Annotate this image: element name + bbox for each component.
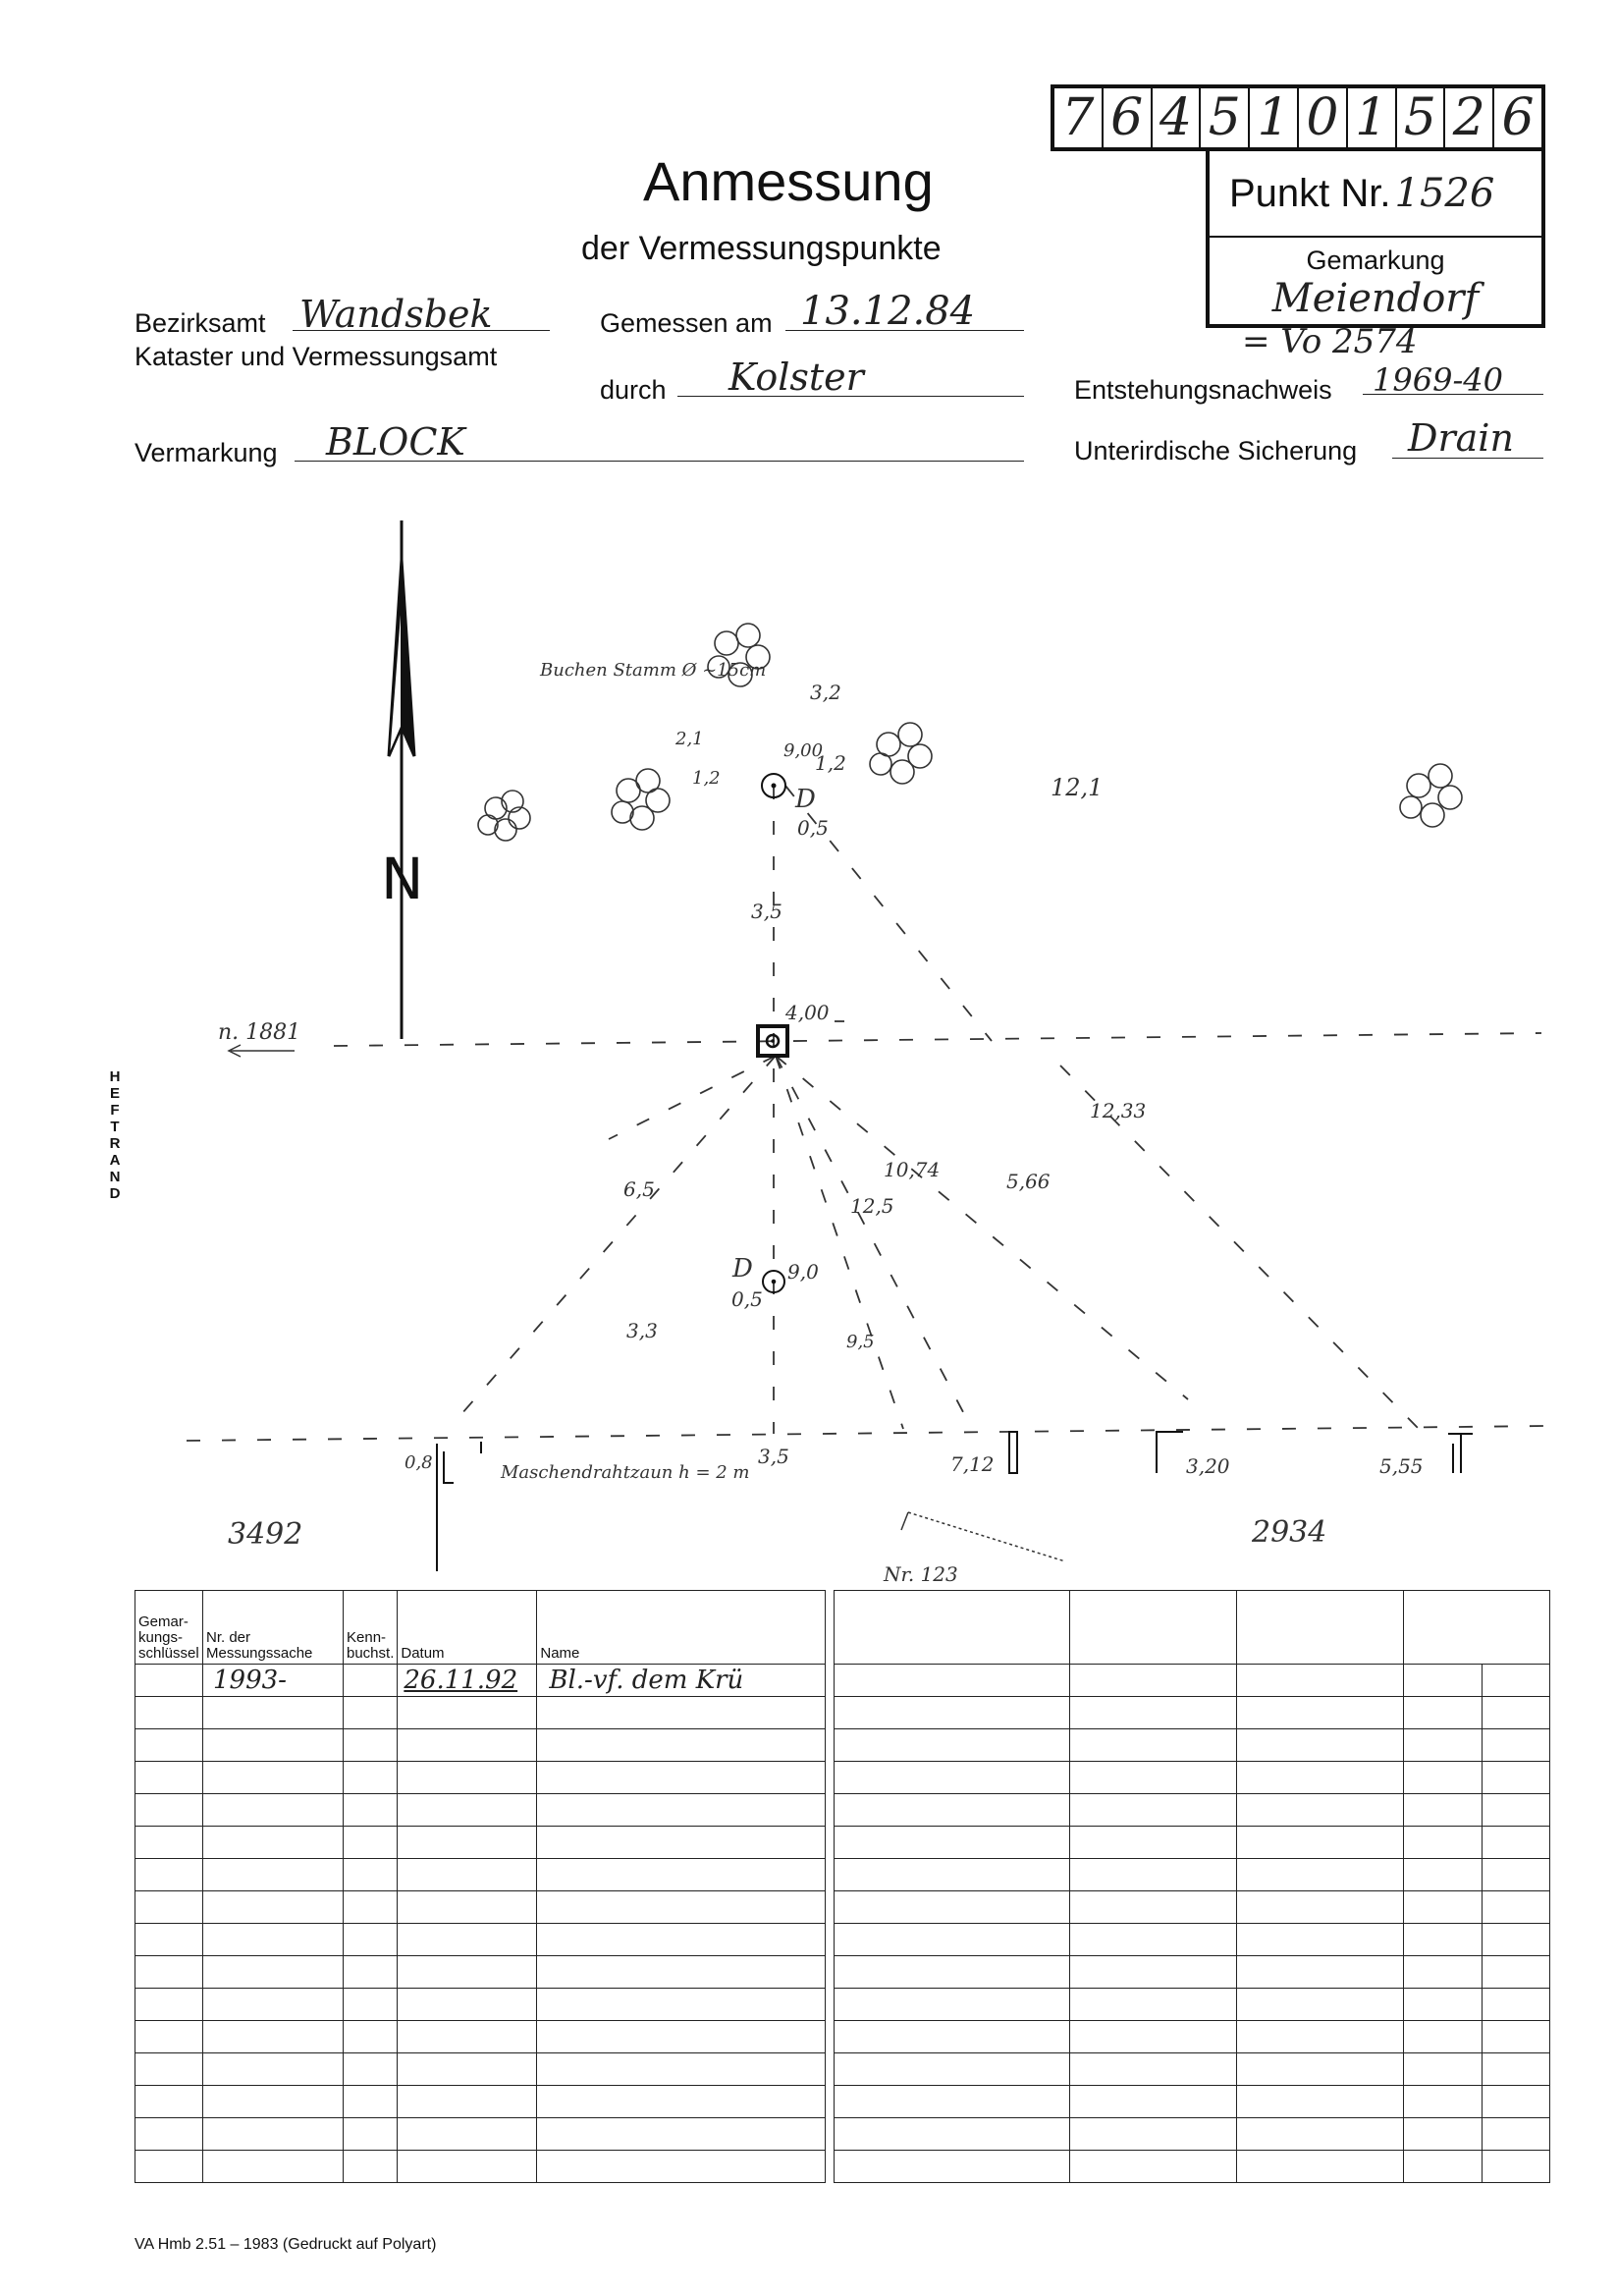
sketch-label: 0,5 xyxy=(797,816,829,840)
heftrand-letter: T xyxy=(110,1119,120,1135)
table-row xyxy=(135,1956,826,1989)
table-row xyxy=(135,1989,826,2021)
table-row xyxy=(135,1665,826,1697)
table-cell xyxy=(835,1697,1070,1729)
table-header-cell xyxy=(1404,1591,1550,1665)
table-cell xyxy=(835,2118,1070,2151)
table-cell xyxy=(203,1859,344,1891)
table-cell xyxy=(135,2151,203,2183)
sicherung-value: Drain xyxy=(1408,416,1514,460)
table-cell xyxy=(537,1827,826,1859)
table-cell xyxy=(537,2021,826,2053)
sketch-label: 1,2 xyxy=(692,768,721,789)
sketch-label: 4,00 xyxy=(785,1001,830,1024)
table-cell xyxy=(1237,1697,1404,1729)
gemarkung-note: = Vo 2574 xyxy=(1242,322,1418,361)
table-cell xyxy=(1237,1924,1404,1956)
table-cell xyxy=(1404,1729,1483,1762)
table-row xyxy=(135,2151,826,2183)
sketch-label: 12,5 xyxy=(850,1194,894,1218)
sketch-label: 2,1 xyxy=(675,729,704,749)
durch-value: Kolster xyxy=(728,355,864,399)
table-cell xyxy=(398,1794,537,1827)
sketch-label: 0,8 xyxy=(404,1452,433,1473)
table-cell xyxy=(203,1827,344,1859)
heftrand-letter: H xyxy=(109,1068,121,1085)
form-footer: VA Hmb 2.51 – 1983 (Gedruckt auf Polyart) xyxy=(135,2236,437,2253)
table-cell xyxy=(344,1989,398,2021)
table-row xyxy=(135,2053,826,2086)
id-digit: 4 xyxy=(1153,88,1202,147)
punkt-label: Punkt Nr. xyxy=(1229,171,1391,215)
table-row xyxy=(835,1762,1550,1794)
table-cell xyxy=(1404,1891,1483,1924)
table-row xyxy=(835,1794,1550,1827)
table-header-cell xyxy=(1070,1591,1237,1665)
table-cell xyxy=(1237,2021,1404,2053)
id-digit: 6 xyxy=(1501,88,1535,147)
table-cell xyxy=(203,2021,344,2053)
table-cell xyxy=(1483,2086,1550,2118)
heftrand-letter: E xyxy=(109,1085,120,1102)
table-cell xyxy=(537,1794,826,1827)
id-digit: 7 xyxy=(1054,88,1104,147)
table-cell xyxy=(537,1924,826,1956)
table-header-cell xyxy=(1237,1591,1404,1665)
table-row xyxy=(135,1891,826,1924)
table-cell xyxy=(203,1697,344,1729)
table-row xyxy=(835,1989,1550,2021)
table-cell xyxy=(1483,2053,1550,2086)
table-cell xyxy=(1404,1827,1483,1859)
table-row xyxy=(835,1891,1550,1924)
table-cell xyxy=(835,1956,1070,1989)
cell-kenn xyxy=(344,1665,398,1697)
table-cell xyxy=(1070,2021,1237,2053)
gemessen-value: 13.12.84 xyxy=(800,289,976,334)
table-cell xyxy=(835,2053,1070,2086)
table-cell xyxy=(1404,2151,1483,2183)
table-cell xyxy=(1483,1729,1550,1762)
table-cell xyxy=(344,1697,398,1729)
table-row xyxy=(135,1794,826,1827)
vermarkung-value: BLOCK xyxy=(326,420,465,464)
sketch-label: 3492 xyxy=(228,1517,303,1552)
heftrand-letter: N xyxy=(109,1169,121,1185)
entstehung-value: 1969-40 xyxy=(1373,361,1503,399)
north-arrow-icon xyxy=(389,520,414,1039)
id-digit: 6 xyxy=(1104,88,1153,147)
table-cell xyxy=(1070,1794,1237,1827)
table-row xyxy=(835,2021,1550,2053)
table-cell xyxy=(1483,2151,1550,2183)
table-cell xyxy=(135,1827,203,1859)
id-digit: 0 xyxy=(1299,88,1348,147)
table-cell xyxy=(344,1859,398,1891)
table-cell xyxy=(1404,1989,1483,2021)
table-cell xyxy=(398,2151,537,2183)
table-cell xyxy=(537,1762,826,1794)
table-cell xyxy=(203,2053,344,2086)
table-cell xyxy=(135,1794,203,1827)
table-cell xyxy=(1237,1989,1404,2021)
gemarkung-label: Gemarkung xyxy=(1306,246,1445,275)
table-cell xyxy=(1483,1989,1550,2021)
table-row xyxy=(135,2086,826,2118)
id-digit: 1 xyxy=(1250,88,1299,147)
col-header-name: Name xyxy=(537,1591,826,1665)
table-cell xyxy=(203,1989,344,2021)
sketch-label: D xyxy=(732,1254,753,1284)
table-row xyxy=(135,1924,826,1956)
table-cell xyxy=(1483,2021,1550,2053)
sketch-label: Buchen Stamm Ø ~15cm xyxy=(540,660,767,681)
sketch-label: 7,12 xyxy=(950,1452,995,1476)
table-cell xyxy=(203,2086,344,2118)
punkt-value: 1526 xyxy=(1394,171,1495,216)
vermarkung-label: Vermarkung xyxy=(135,438,278,467)
table-cell xyxy=(1237,1859,1404,1891)
table-row xyxy=(135,2118,826,2151)
table-cell xyxy=(537,1859,826,1891)
sketch-label: 0,5 xyxy=(731,1287,763,1311)
table-cell xyxy=(344,2021,398,2053)
col-header-gemarkung: Gemar-kungs-schlüssel xyxy=(135,1591,203,1665)
table-cell xyxy=(835,1827,1070,1859)
table-cell xyxy=(1404,1859,1483,1891)
sketch-label: 5,66 xyxy=(1006,1170,1051,1193)
table-cell xyxy=(1483,1924,1550,1956)
table-cell xyxy=(203,2118,344,2151)
table-cell xyxy=(835,2151,1070,2183)
table-cell xyxy=(1070,2053,1237,2086)
table-cell xyxy=(1070,1924,1237,1956)
cell-nr: 1993- xyxy=(203,1665,344,1697)
sketch-label: 10,74 xyxy=(884,1158,941,1181)
page-subtitle: der Vermessungspunkte xyxy=(581,230,942,267)
table-cell xyxy=(398,1729,537,1762)
table-cell xyxy=(1483,1762,1550,1794)
table-cell xyxy=(1404,2053,1483,2086)
table-cell xyxy=(344,2053,398,2086)
durch-label: durch xyxy=(600,375,667,405)
table-cell xyxy=(1237,1794,1404,1827)
table-cell xyxy=(398,1859,537,1891)
sketch-label: 6,5 xyxy=(623,1177,655,1201)
table-cell xyxy=(1404,1956,1483,1989)
bezirksamt-value: Wandsbek xyxy=(299,293,493,336)
sketch-label: Nr. 123 xyxy=(884,1562,958,1586)
measurement-table xyxy=(135,1590,826,2183)
table-cell xyxy=(344,1762,398,1794)
sketch-label: 9,5 xyxy=(846,1332,875,1352)
table-cell xyxy=(135,2021,203,2053)
heftrand-letter: R xyxy=(109,1135,121,1152)
id-digit: 5 xyxy=(1397,88,1446,147)
table-cell xyxy=(203,1924,344,1956)
measurement-table-right xyxy=(834,1590,1550,2183)
table-row xyxy=(135,2021,826,2053)
table-cell xyxy=(398,2053,537,2086)
table-cell xyxy=(1070,1827,1237,1859)
table-cell xyxy=(537,1891,826,1924)
table-row xyxy=(135,1729,826,1762)
table-cell xyxy=(398,1891,537,1924)
cell-datum: 26.11.92 xyxy=(398,1665,537,1697)
table-cell xyxy=(1070,1665,1237,1697)
table-cell xyxy=(537,2053,826,2086)
table-cell xyxy=(537,1697,826,1729)
table-cell xyxy=(835,1924,1070,1956)
table-cell xyxy=(135,1924,203,1956)
table-cell xyxy=(344,1794,398,1827)
table-cell xyxy=(135,1697,203,1729)
table-row xyxy=(135,1697,826,1729)
sicherung-label: Unterirdische Sicherung xyxy=(1074,436,1358,465)
table-cell xyxy=(398,1956,537,1989)
sketch-label: 3,5 xyxy=(751,900,782,923)
table-row xyxy=(835,2086,1550,2118)
north-label: N xyxy=(381,846,424,912)
table-cell xyxy=(1237,2086,1404,2118)
sketch-label: 12,1 xyxy=(1051,774,1104,801)
cell-gemarkung xyxy=(135,1665,203,1697)
table-cell xyxy=(344,1891,398,1924)
id-digit: 1 xyxy=(1348,88,1397,147)
table-cell xyxy=(835,2021,1070,2053)
table-cell xyxy=(1237,1729,1404,1762)
table-cell xyxy=(135,1762,203,1794)
sketch-label: 3,2 xyxy=(810,681,841,704)
table-cell xyxy=(1070,2086,1237,2118)
gemessen-label: Gemessen am xyxy=(600,308,773,338)
cell-name: Bl.-vf. dem Krü xyxy=(537,1665,826,1697)
sketch-label: 3,3 xyxy=(626,1319,658,1342)
table-cell xyxy=(835,1989,1070,2021)
table-cell xyxy=(835,1794,1070,1827)
table-cell xyxy=(398,1762,537,1794)
tree-icons xyxy=(478,624,1462,841)
table-cell xyxy=(835,1729,1070,1762)
table-cell xyxy=(203,1891,344,1924)
table-cell xyxy=(835,1859,1070,1891)
heftrand-letter: A xyxy=(109,1152,121,1169)
table-cell xyxy=(135,2118,203,2151)
sketch-label: 3,5 xyxy=(758,1445,789,1468)
table-cell xyxy=(398,1697,537,1729)
table-cell xyxy=(344,2151,398,2183)
table-cell xyxy=(1237,1956,1404,1989)
col-header-datum: Datum xyxy=(398,1591,537,1665)
table-cell xyxy=(1237,1891,1404,1924)
table-row xyxy=(135,1762,826,1794)
sketch-label: n. 1881 xyxy=(218,1020,301,1045)
table-row xyxy=(835,2053,1550,2086)
table-cell xyxy=(537,1729,826,1762)
table-cell xyxy=(1483,1665,1550,1697)
table-row xyxy=(835,2151,1550,2183)
sketch-label: 1,2 xyxy=(815,751,846,775)
id-digit: 2 xyxy=(1445,88,1494,147)
table-cell xyxy=(537,2086,826,2118)
bezirksamt-label: Bezirksamt xyxy=(135,308,266,338)
gemarkung-value: Meiendorf xyxy=(1271,276,1480,321)
table-row xyxy=(835,2118,1550,2151)
table-cell xyxy=(1070,1891,1237,1924)
table-cell xyxy=(1237,2053,1404,2086)
table-cell xyxy=(1483,1891,1550,1924)
table-cell xyxy=(1070,1956,1237,1989)
tree-icon xyxy=(870,723,932,784)
sketch-label: Maschendrahtzaun h = 2 m xyxy=(501,1462,750,1483)
table-cell xyxy=(398,1924,537,1956)
table-cell xyxy=(1070,2118,1237,2151)
table-cell xyxy=(1237,2118,1404,2151)
sketch-label: 3,20 xyxy=(1186,1454,1230,1478)
table-cell xyxy=(203,1729,344,1762)
table-cell xyxy=(537,2118,826,2151)
sketch-label: D xyxy=(795,785,816,814)
table-cell xyxy=(1070,1729,1237,1762)
table-cell xyxy=(203,1794,344,1827)
table-cell xyxy=(344,1924,398,1956)
table-cell xyxy=(537,1989,826,2021)
table-cell xyxy=(1404,1697,1483,1729)
table-cell xyxy=(1404,1924,1483,1956)
table-cell xyxy=(1404,2118,1483,2151)
table-cell xyxy=(1070,1697,1237,1729)
tree-icon xyxy=(612,769,670,830)
table-cell xyxy=(1483,1859,1550,1891)
tree-icon xyxy=(478,791,530,841)
table-cell xyxy=(135,2086,203,2118)
table-row xyxy=(835,1665,1550,1697)
table-cell xyxy=(398,2086,537,2118)
sketch-label: 9,0 xyxy=(787,1260,819,1284)
table-cell xyxy=(835,1762,1070,1794)
heftrand-letter: F xyxy=(110,1102,120,1119)
table-row xyxy=(835,1591,1550,1665)
table-row xyxy=(835,1729,1550,1762)
table-cell xyxy=(203,1762,344,1794)
table-cell xyxy=(344,1729,398,1762)
table-cell xyxy=(537,2151,826,2183)
table-cell xyxy=(135,1729,203,1762)
sketch-label: 9,00 xyxy=(783,740,824,761)
table-row xyxy=(835,1859,1550,1891)
table-cell xyxy=(1483,2118,1550,2151)
table-cell xyxy=(1404,1665,1483,1697)
table-cell xyxy=(398,2021,537,2053)
table-header-cell xyxy=(835,1591,1070,1665)
table-cell xyxy=(1070,1859,1237,1891)
col-header-nr: Nr. der Messungssache xyxy=(203,1591,344,1665)
table-cell xyxy=(1237,1827,1404,1859)
table-row xyxy=(835,1924,1550,1956)
table-cell xyxy=(398,1827,537,1859)
table-cell xyxy=(203,2151,344,2183)
table-cell xyxy=(1070,1989,1237,2021)
table-cell xyxy=(398,1989,537,2021)
table-cell xyxy=(135,1859,203,1891)
table-cell xyxy=(135,1956,203,1989)
tree-icon xyxy=(1400,764,1462,827)
col-header-kenn: Kenn-buchst. xyxy=(344,1591,398,1665)
table-row xyxy=(135,1859,826,1891)
sketch-label: 5,55 xyxy=(1379,1454,1424,1478)
page-title: Anmessung xyxy=(643,150,934,212)
table-cell xyxy=(1404,1794,1483,1827)
table-cell xyxy=(1404,1762,1483,1794)
table-cell xyxy=(835,1665,1070,1697)
table-cell xyxy=(1483,1956,1550,1989)
table-cell xyxy=(344,2118,398,2151)
table-cell xyxy=(135,1989,203,2021)
sketch-label: 2934 xyxy=(1252,1515,1327,1550)
entstehung-label: Entstehungsnachweis xyxy=(1074,375,1332,405)
table-cell xyxy=(1404,2086,1483,2118)
table-cell xyxy=(203,1956,344,1989)
table-cell xyxy=(1483,1697,1550,1729)
table-row xyxy=(835,1697,1550,1729)
id-digit: 5 xyxy=(1201,88,1250,147)
table-cell xyxy=(1070,2151,1237,2183)
table-cell xyxy=(1483,1827,1550,1859)
heftrand-letter: D xyxy=(109,1185,121,1202)
table-cell xyxy=(1237,1762,1404,1794)
table-cell xyxy=(835,1891,1070,1924)
table-cell xyxy=(1483,1794,1550,1827)
table-cell xyxy=(537,1956,826,1989)
table-cell xyxy=(835,2086,1070,2118)
table-row xyxy=(835,1956,1550,1989)
table-cell xyxy=(1237,1665,1404,1697)
table-cell xyxy=(344,1956,398,1989)
table-cell xyxy=(1237,2151,1404,2183)
table-cell xyxy=(1070,1762,1237,1794)
table-cell xyxy=(344,1827,398,1859)
table-cell xyxy=(344,2086,398,2118)
table-cell xyxy=(398,2118,537,2151)
amt-label: Kataster und Vermessungsamt xyxy=(135,342,498,371)
table-cell xyxy=(1404,2021,1483,2053)
table-row xyxy=(835,1827,1550,1859)
table-cell xyxy=(135,1891,203,1924)
table-row xyxy=(135,1827,826,1859)
sketch-label: 12,33 xyxy=(1090,1099,1147,1122)
table-cell xyxy=(135,2053,203,2086)
